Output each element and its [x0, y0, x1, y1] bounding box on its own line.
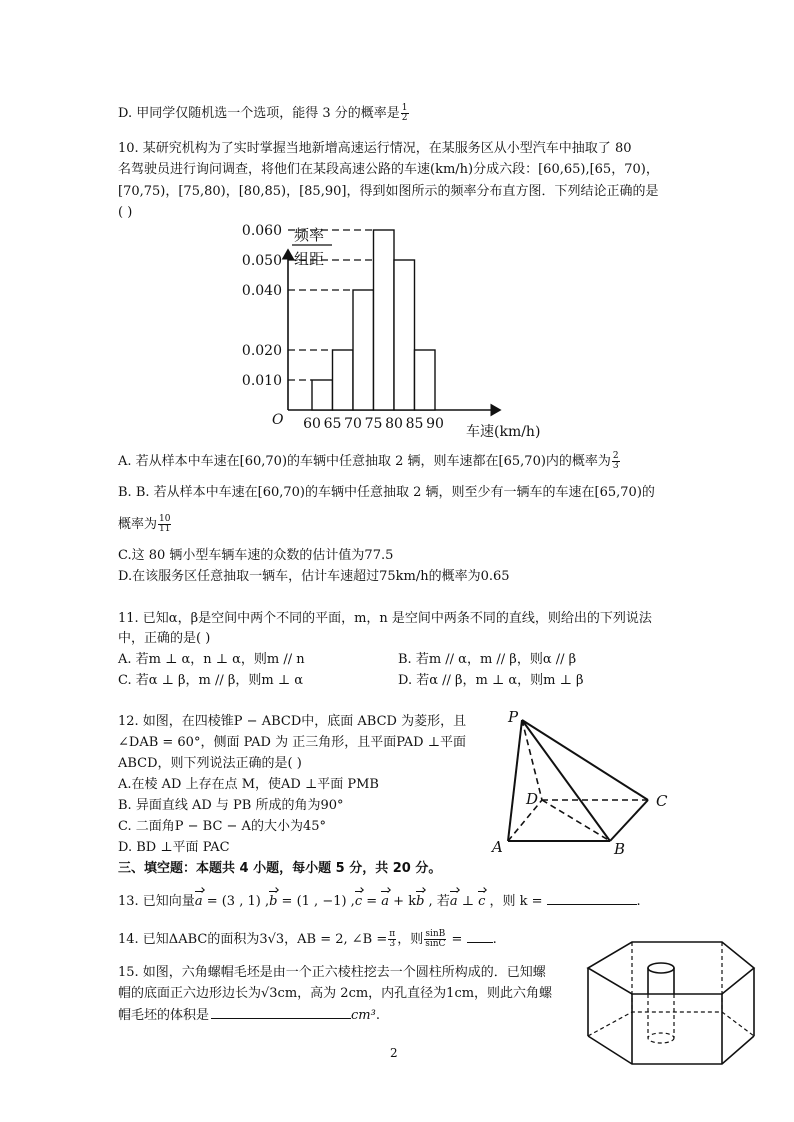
q10-stem-line-3: [70,75)，[75,80)，[80,85)，[85,90]，得到如图所示的频率分布直方图．下列结论正确的是 [118, 184, 659, 199]
origin-label: O [272, 412, 284, 428]
vertex-label-a: A [492, 838, 503, 856]
y-tick-label: 0.020 [241, 343, 282, 359]
hex-nut-figure [584, 932, 760, 1082]
hex-bottom-hidden [588, 1012, 754, 1036]
x-tick-label: 65 [323, 416, 342, 432]
q10-stem-line-1: 10. 某研究机构为了实时掌握当地新增高速运行情况，在某服务区从小型汽车中抽取了 80 [118, 141, 632, 156]
q15-line-2: 帽的底面正六边形边长为√3cm，高为 2cm，内孔直径为1cm，则此六角螺 [118, 986, 553, 1001]
x-tick-label: 70 [344, 416, 362, 432]
q9-option-d [118, 104, 410, 123]
bar-[75,80) [374, 230, 395, 410]
y-label-numerator: 频率 [294, 226, 325, 244]
vector-c: c [354, 894, 363, 909]
q10-option-c: C.这 80 辆小型车辆车速的众数的估计值为77.5 [118, 548, 394, 563]
bar-[65,70) [333, 350, 354, 410]
q15-answer-blank[interactable] [211, 1006, 351, 1019]
x-axis-label: 车速(km/h) [466, 424, 541, 440]
edge-pa [508, 720, 522, 841]
hex-top-face [588, 942, 754, 994]
q10-option-d: D.在该服务区任意抽取一辆车，估计车速超过75km/h的概率为0.65 [118, 569, 510, 584]
edge-db [542, 800, 610, 841]
frequency-histogram [228, 222, 568, 446]
page-number: 2 [390, 1046, 398, 1060]
edge-bc [610, 800, 648, 841]
q12-stem-line-3: ABCD，则下列说法正确的是( ) [118, 756, 302, 771]
x-tick-label: 80 [385, 416, 403, 432]
q12-option-b: B. 异面直线 AD 与 PB 所成的角为90° [118, 798, 344, 813]
q11-option-c: C. 若α ⊥ β，m // β，则m ⊥ α [118, 673, 303, 688]
q10-option-a: A. 若从样本中车速在[60,70)的车辆中任意抽取 2 辆，则车速都在[65,70)内的概率为 $\frac{2}{3}$ [118, 451, 619, 471]
q11-option-d: D. 若α // β，m ⊥ α，则m ⊥ β [398, 673, 584, 688]
q10-option-b-line-1: B. B. 若从样本中车速在[60,70)的车辆中任意抽取 2 辆，则至少有一辆车的车速在[65,70)的 [118, 485, 655, 500]
q9-probability-fraction: $\frac{1}{2}$ [401, 103, 408, 123]
section-3-heading: 三、填空题：本题共 4 小题，每小题 5 分，共 20 分。 [118, 861, 442, 876]
vertex-label-p: P [508, 708, 519, 726]
y-tick-label: 0.050 [241, 253, 282, 269]
q14-angle-fraction: $\frac{\pi}{3}$ [389, 929, 396, 949]
y-tick-label: 0.060 [241, 223, 282, 239]
bar-[60,65) [312, 380, 333, 410]
q12-stem-line-1: 12. 如图，在四棱锥P − ABCD中，底面 ABCD 为菱形，且 [118, 714, 467, 729]
q9-option-d-text: D. 甲同学仅随机选一个选项，能得 3 分的概率是 [118, 106, 400, 121]
q12-option-a: A.在棱 AD 上存在点 M，使AD ⊥平面 PMB [118, 777, 379, 792]
q13-answer-blank[interactable] [547, 892, 637, 905]
q12-option-d: D. BD ⊥平面 PAC [118, 840, 230, 855]
pyramid-figure [490, 706, 690, 858]
q10-answer-paren: ( ) [118, 205, 133, 220]
bar-[85,90] [415, 350, 436, 410]
q13-line: 13. 已知向量a = (3 , 1) ,b = (1 , −1) ,c = a + kb , 若a ⊥ c ，则 k = . [118, 894, 641, 909]
vertex-label-b: B [614, 840, 626, 858]
bore-top-ellipse [648, 963, 674, 973]
x-tick-label: 85 [405, 416, 424, 432]
y-label-denominator: 组距 [294, 250, 325, 268]
vector-a: a [194, 894, 203, 909]
x-tick-label: 75 [364, 416, 383, 432]
x-tick-label: 60 [303, 416, 321, 432]
vertex-label-c: C [656, 792, 668, 810]
x-tick-label: 90 [426, 416, 444, 432]
edge-pb [522, 720, 610, 841]
q11-stem-line-2: 中，正确的是( ) [118, 631, 211, 646]
q14-sine-ratio: $\frac{\sin B}{\sin C}$ [425, 929, 446, 949]
q14-line: 14. 已知ΔABC的面积为3√3，AB = 2, ∠B = $\frac{\pi}{3}$ ，则 $\frac{\sin B}{\sin C}$ = . [118, 929, 497, 949]
q10-option-a-fraction: $\frac{2}{3}$ [612, 451, 619, 471]
edge-pd [522, 720, 542, 800]
q11-stem-line-1: 11. 已知α，β是空间中两个不同的平面，m，n 是空间中两条不同的直线，则给出的下列说法 [118, 611, 652, 626]
q12-stem-line-2: ∠DAB = 60°，侧面 PAD 为 正三角形，且平面PAD ⊥平面 [118, 735, 466, 750]
q11-option-a: A. 若m ⊥ α，n ⊥ α，则m // n [118, 652, 305, 667]
edge-pc [522, 720, 648, 800]
y-tick-label: 0.040 [241, 283, 282, 299]
q14-answer-blank[interactable] [467, 930, 493, 943]
q12-option-c: C. 二面角P − BC − A的大小为45° [118, 819, 326, 834]
q10-option-b-line-2: 概率为 $\frac{10}{11}$ [118, 514, 171, 534]
q15-line-3: 帽毛坯的体积是 cm³. [118, 1008, 380, 1023]
bar-[70,75) [353, 290, 374, 410]
hex-bottom-visible [588, 1036, 754, 1064]
q11-option-b: B. 若m // α，m // β，则α // β [398, 652, 577, 667]
vertex-label-d: D [526, 790, 539, 808]
q15-line-1: 15. 如图，六角螺帽毛坯是由一个正六棱柱挖去一个圆柱所构成的．已知螺 [118, 965, 546, 980]
bar-[80,85) [394, 260, 415, 410]
q10-option-b-fraction: $\frac{10}{11}$ [159, 514, 171, 534]
y-tick-label: 0.010 [241, 373, 282, 389]
q10-stem-line-2: 名驾驶员进行询问调查，将他们在某段高速公路的车速(km/h)分成六段：[60,65),[65，70)， [118, 162, 659, 177]
bore-bottom-ellipse [648, 1033, 674, 1043]
vector-b: b [269, 894, 278, 909]
